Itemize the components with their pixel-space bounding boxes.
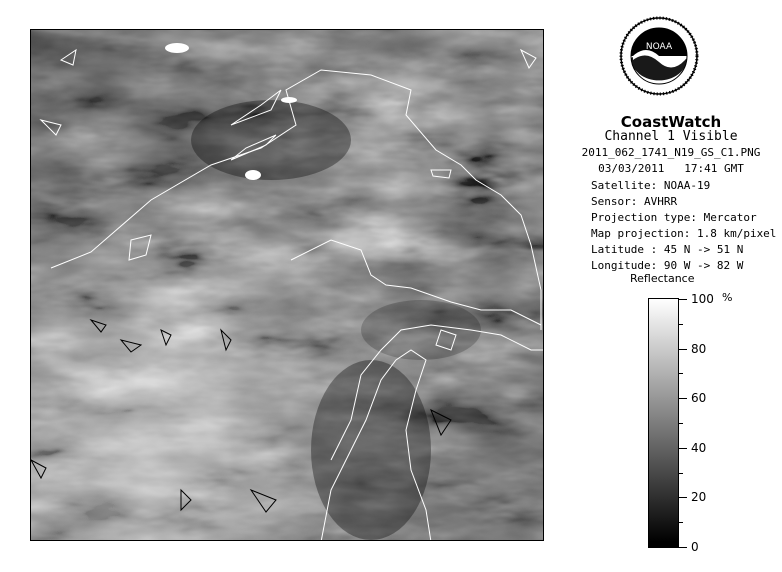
colorbar-tick <box>679 448 687 449</box>
colorbar-tick-label: 80 <box>691 341 707 356</box>
colorbar-unit: % <box>722 291 733 304</box>
colorbar-tick-label: 20 <box>691 490 707 505</box>
time-value: 17:41 GMT <box>684 162 744 175</box>
colorbar-tick <box>679 473 683 474</box>
projection-type-info: Projection type: Mercator <box>591 211 757 224</box>
colorbar-tick-label: 0 <box>691 540 699 554</box>
colorbar-axis <box>679 292 739 554</box>
colorbar-tick <box>679 373 683 374</box>
colorbar-tick <box>679 398 687 399</box>
brand-title: CoastWatch <box>620 113 722 131</box>
channel-label: Channel 1 Visible <box>604 129 738 144</box>
sensor-info: Sensor: AVHRR <box>591 195 678 208</box>
colorbar-tick <box>679 522 683 523</box>
latitude-info: Latitude : 45 N -> 51 N <box>591 243 744 256</box>
colorbar-tick <box>679 497 687 498</box>
noaa-logo <box>619 16 699 96</box>
satellite-image <box>30 29 544 541</box>
noaa-seal-icon <box>619 16 699 96</box>
colorbar-tick <box>679 349 687 350</box>
colorbar-tick-label: 100 <box>691 292 714 306</box>
date-value: 03/03/2011 <box>598 162 665 175</box>
satellite-info: Satellite: NOAA-19 <box>591 179 711 192</box>
logo-text: NOAA <box>645 42 673 52</box>
colorbar-tick <box>679 324 683 325</box>
longitude-info: Longitude: 90 W -> 82 W <box>591 259 744 272</box>
map-projection-info: Map projection: 1.8 km/pixel <box>591 227 777 240</box>
colorbar-tick <box>679 299 687 300</box>
satellite-image-graphic <box>31 30 544 541</box>
colorbar-tick <box>679 547 687 548</box>
colorbar <box>648 298 679 548</box>
colorbar-title: Reflectance <box>630 272 695 285</box>
colorbar-tick-label: 40 <box>691 440 707 455</box>
date-time <box>560 162 782 175</box>
colorbar-tick-label: 60 <box>691 391 707 406</box>
colorbar-tick <box>679 423 683 424</box>
file-name: 2011_062_1741_N19_GS_C1.PNG <box>581 146 761 159</box>
